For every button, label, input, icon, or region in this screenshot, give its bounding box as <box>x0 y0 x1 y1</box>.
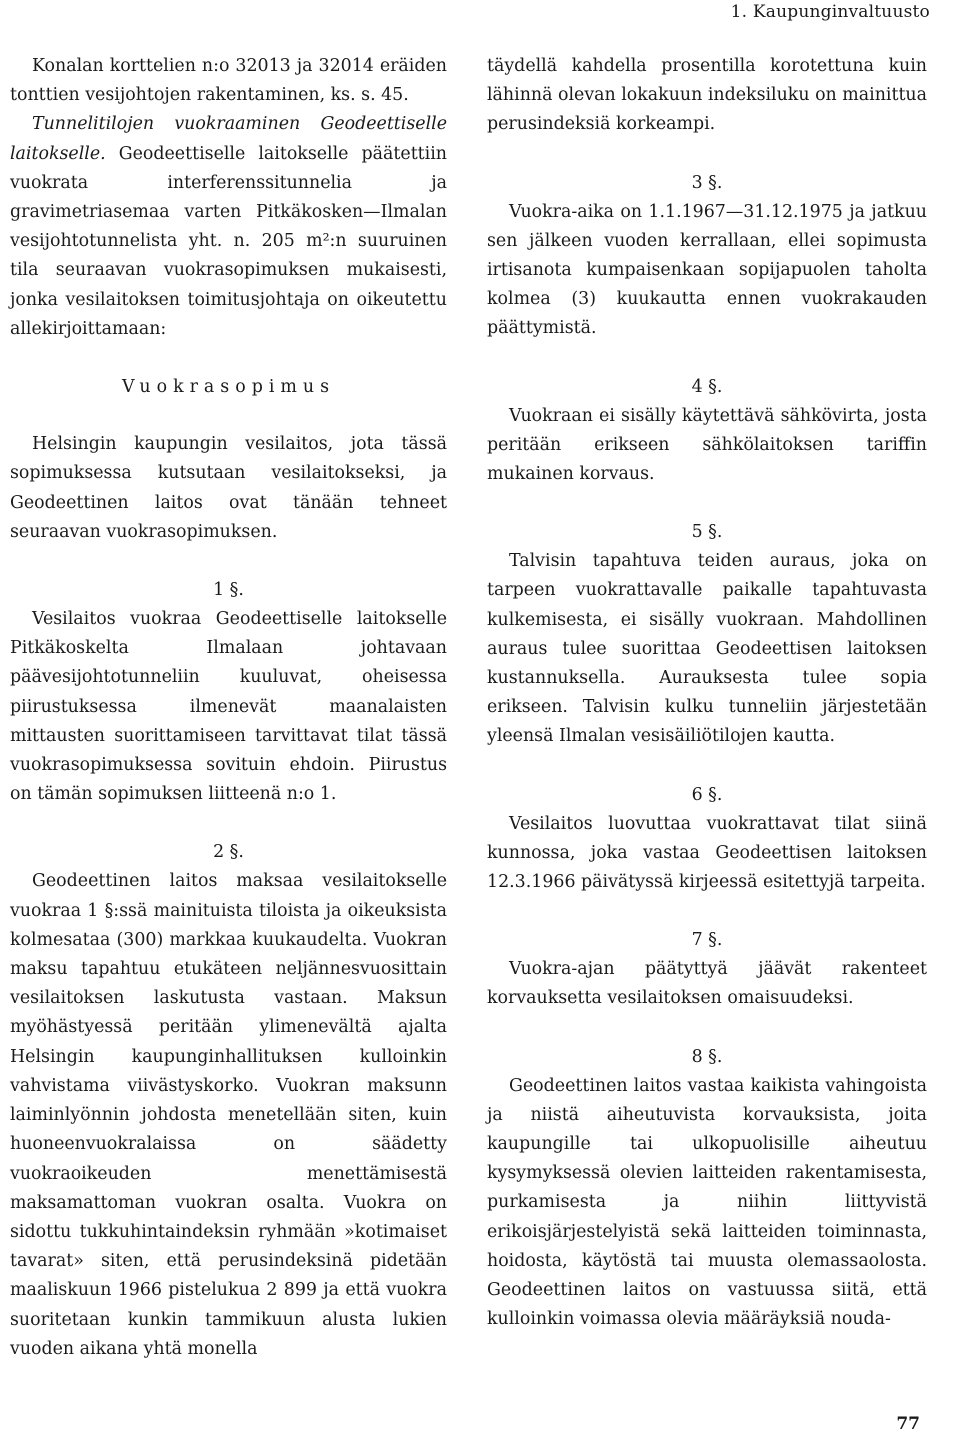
section-7-heading: 7 §. <box>691 930 723 951</box>
section-6-heading: 6 §. <box>691 784 723 805</box>
section-1-heading: 1 §. <box>213 580 244 601</box>
continuation-paragraph: täydellä kahdella prosentilla korotettuna kuin lähinnä olevan lokakuun indeksiluku on mainittua perusindeksiä korkeampi. <box>487 56 928 135</box>
section-3-text: Vuokra-aika on 1.1.1967—31.12.1975 ja jatkuu sen jälkeen vuoden kerrallaan, ellei sopimusta irtisanota kumpaisenkaan sopijapuolen taholta kolmea (3) kuukautta ennen vuokrakauden päättymistä. <box>487 201 927 339</box>
right-column <box>487 52 927 1335</box>
section-3-heading: 3 §. <box>691 172 723 193</box>
section-2-heading: 2 §. <box>213 842 244 863</box>
page-number: 77 <box>896 1414 920 1434</box>
section-5-heading: 5 §. <box>691 522 723 543</box>
intro-paragraph: Konalan korttelien n:o 32013 ja 32014 eräiden tonttien vesijohtojen rakentaminen, ks. s. 45. <box>10 56 447 106</box>
contract-preamble: Helsingin kaupungin vesilaitos, jota tässä sopimuksessa kutsutaan vesilaitokseksi, ja Geodeettinen laitos ovat tänään tehneet seuraavan vuokrasopimuksen. <box>10 434 447 542</box>
section-6-text: Vesilaitos luovuttaa vuokrattavat tilat siinä kunnossa, joka vastaa Geodeettisen laitoksen 12.3.1966 päivätyssä kirjeessä esitettyjä tarpeita. <box>487 813 927 893</box>
item-text: Geodeettiselle laitokselle päätettiin vuokrata interferenssitunnelia ja gravimetriasemaa varten Pitkäkosken—Ilmalan vesijohtotunnelista yht. n. 205 m²:n suuruinen tila seuraavan vuokrasopimuksen mukaisesti, jonka vesilaitoksen toimitusjohtaja on oikeutettu allekirjoittamaan: <box>10 143 447 339</box>
section-8-heading: 8 §. <box>691 1046 723 1067</box>
section-8-text: Geodeettinen laitos vastaa kaikista vahingoista ja niistä aiheutuvista korvauksista, joita kaupungille tai ulkopuolisille aiheutuu kysymyksessä olevien laitteiden rakentamisesta, purkamisesta ja niihin liittyvistä erikoisjärjestelyistä sekä laitteiden toiminnasta, hoidosta, käytöstä tai muusta olemassaolosta. Geodeettinen laitos on vastuussa siitä, että kulloinkin voimassa olevia määräyksiä nouda- <box>487 1075 927 1330</box>
section-5-text: Talvisin tapahtuva teiden auraus, joka on tarpeen vuokrattavalle paikalle tapahtuvasta kulkemisesta, ei sisälly vuokraan. Mahdollinen auraus tulee suorittaa Geodeettisen laitoksen kustannuksella. Aurauksesta tulee sopia erikseen. Talvisin kulku tunneliin järjestetään yleensä Ilmalan vesisäiliötilojen kautta. <box>487 551 927 747</box>
section-4-text: Vuokraan ei sisälly käytettävä sähkövirta, josta peritään erikseen sähkölaitoksen tariffin mukainen korvaus. <box>487 405 927 485</box>
contract-title: Vuokrasopimus <box>121 377 336 398</box>
section-1-text: Vesilaitos vuokraa Geodeettiselle laitokselle Pitkäkoskelta Ilmalaan johtavaan päävesijohtotunneliin kuuluvat, oheisessa piirustuksessa ilmenevät maanalaisten mittausten suorittamiseen tarvittavat tilat tässä vuokrasopimuksessa sovituin ehdoin. Piirustus on tämän sopimuksen liitteenä n:o 1. <box>10 609 447 805</box>
tunnel-rental-paragraph <box>10 110 447 344</box>
section-2-text: Geodeettinen laitos maksaa vesilaitokselle vuokraa 1 §:ssä mainituista tiloista ja oikeuksista kolmesataa (300) markkaa kuukaudelta. Vuokran maksu tapahtuu etukäteen neljännesvuosittain vesilaitoksen laskutusta vastaan. Maksun myöhästyessä peritään ylimenevältä ajalta Helsingin kaupunginhallituksen kulloinkin vahvistama viivästyskorko. Vuokran maksunn laiminlyönnin johdosta menetellään siten, kuin huoneenvuokralaissa on säädetty vuokraoikeuden menettämisestä maksamattoman vuokran osalta. Vuokra on sidottu tukkuhintaindeksin ryhmään »kotimaiset tavarat» siten, että perusindeksinä pidetään maaliskuun 1966 pistelukua 2 899 ja että vuokra suoritetaan kunkin tammikuun alusta lukien vuoden aikana yhtä monella <box>10 871 447 1359</box>
running-header: 1. Kaupunginvaltuusto <box>730 2 930 22</box>
section-7-text: Vuokra-ajan päätyttyä jäävät rakenteet korvauksetta vesilaitoksen omaisuudeksi. <box>487 959 927 1009</box>
section-4-heading: 4 §. <box>691 376 723 397</box>
item-title: Tunnelitilojen vuokraaminen Geodeettiselle laitokselle. <box>10 114 447 164</box>
left-column <box>10 52 447 1364</box>
